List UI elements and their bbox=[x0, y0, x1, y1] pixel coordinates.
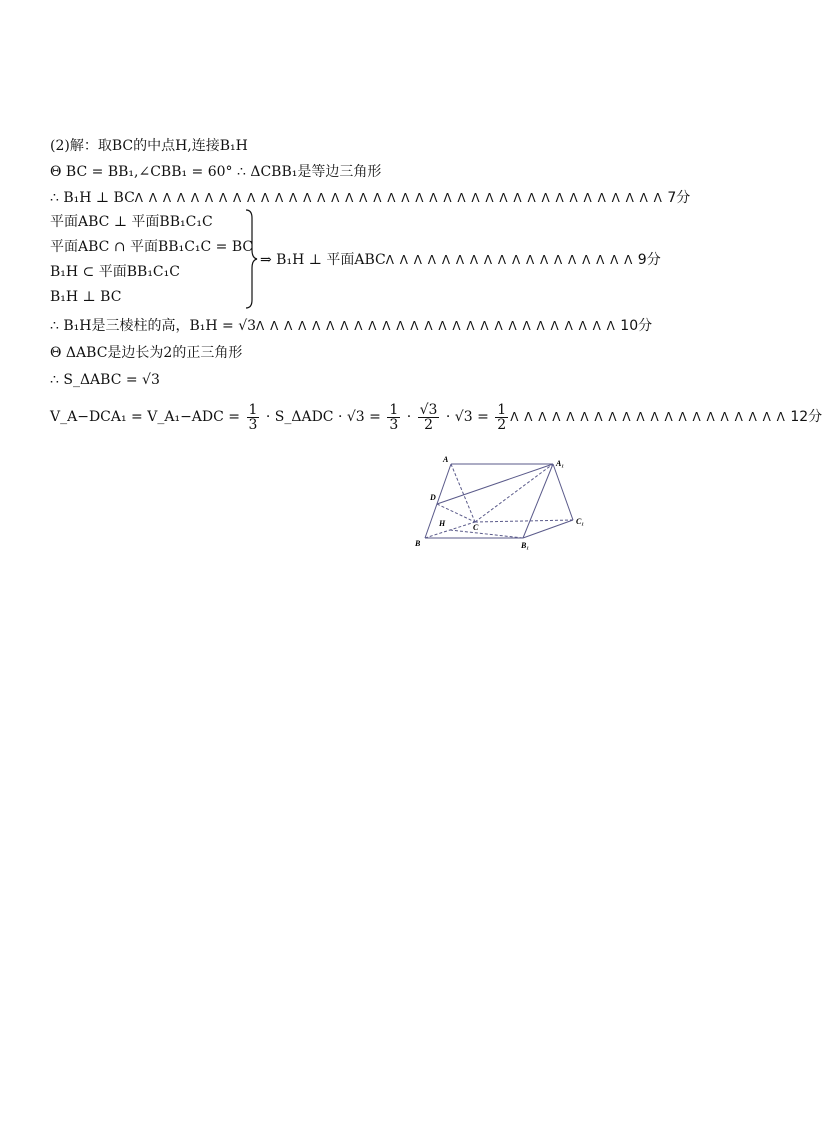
label-B1: B₁ bbox=[521, 541, 530, 550]
dot-leader: Λ Λ Λ Λ Λ Λ Λ Λ Λ Λ Λ Λ Λ Λ Λ Λ Λ Λ Λ Λ Λ Λ Λ Λ Λ Λ bbox=[256, 319, 616, 333]
solution-heading: (2)解：取BC的中点H,连接B₁H bbox=[50, 138, 248, 154]
step-volume bbox=[50, 400, 822, 434]
condition-system bbox=[50, 210, 253, 310]
fraction-one-half: $\frac{1}{2}$ bbox=[497, 401, 507, 433]
perp-statement: ∴ B₁H ⊥ BC bbox=[50, 190, 135, 206]
fraction-sqrt3-over-2: $\frac{√3}{2}$ bbox=[419, 401, 438, 433]
score-mark-10: 10分 bbox=[620, 318, 653, 334]
dot-op: · bbox=[406, 409, 412, 425]
label-H: H bbox=[439, 519, 446, 528]
condition-4: B₁H ⊥ BC bbox=[50, 289, 122, 305]
dot-leader: Λ Λ Λ Λ Λ Λ Λ Λ Λ Λ Λ Λ Λ Λ Λ Λ Λ Λ bbox=[385, 253, 634, 267]
dot-leader: Λ Λ Λ Λ Λ Λ Λ Λ Λ Λ Λ Λ Λ Λ Λ Λ Λ Λ Λ Λ bbox=[510, 410, 786, 424]
score-mark-7: 7分 bbox=[667, 190, 691, 206]
condition-1: 平面ABC ⊥ 平面BB₁C₁C bbox=[50, 214, 213, 230]
label-A1: A₁ bbox=[556, 459, 565, 468]
step-equilateral: Θ BC = BB₁,∠CBB₁ = 60° ∴ ΔCBB₁是等边三角形 bbox=[50, 164, 382, 180]
prism-figure bbox=[405, 452, 595, 562]
label-D: D bbox=[430, 493, 436, 502]
step-conclusion-perp bbox=[260, 250, 661, 270]
step-area: ∴ S_ΔABC = √3 bbox=[50, 372, 160, 388]
label-B: B bbox=[415, 539, 421, 548]
step-height bbox=[50, 316, 652, 336]
dot-leader: Λ Λ Λ Λ Λ Λ Λ Λ Λ Λ Λ Λ Λ Λ Λ Λ Λ Λ Λ Λ Λ Λ Λ Λ Λ Λ Λ Λ Λ Λ Λ Λ Λ Λ Λ Λ Λ Λ bbox=[134, 191, 663, 205]
label-C1: C₁ bbox=[576, 517, 585, 526]
score-mark-12: 12分 bbox=[790, 409, 822, 425]
fraction-one-third-b: $\frac{1}{3}$ bbox=[389, 401, 399, 433]
condition-2: 平面ABC ∩ 平面BB₁C₁C = BC bbox=[50, 239, 254, 255]
implies-statement: ⇒ B₁H ⊥ 平面ABC bbox=[260, 252, 386, 268]
label-C: C bbox=[473, 523, 479, 532]
volume-lhs: V_A−DCA₁ = V_A₁−ADC = bbox=[50, 409, 241, 425]
volume-mid: · S_ΔADC · √3 = bbox=[265, 409, 381, 425]
label-A: A bbox=[443, 455, 449, 464]
score-mark-9: 9分 bbox=[637, 252, 661, 268]
height-statement: ∴ B₁H是三棱柱的高，B₁H = √3 bbox=[50, 318, 257, 334]
fraction-one-third: $\frac{1}{3}$ bbox=[248, 401, 258, 433]
step-perpendicular bbox=[50, 188, 690, 208]
step-triangle: Θ ΔABC是边长为2的正三角形 bbox=[50, 345, 243, 361]
right-brace-icon bbox=[244, 208, 258, 310]
volume-tail: · √3 = bbox=[445, 409, 489, 425]
condition-3: B₁H ⊂ 平面BB₁C₁C bbox=[50, 264, 180, 280]
